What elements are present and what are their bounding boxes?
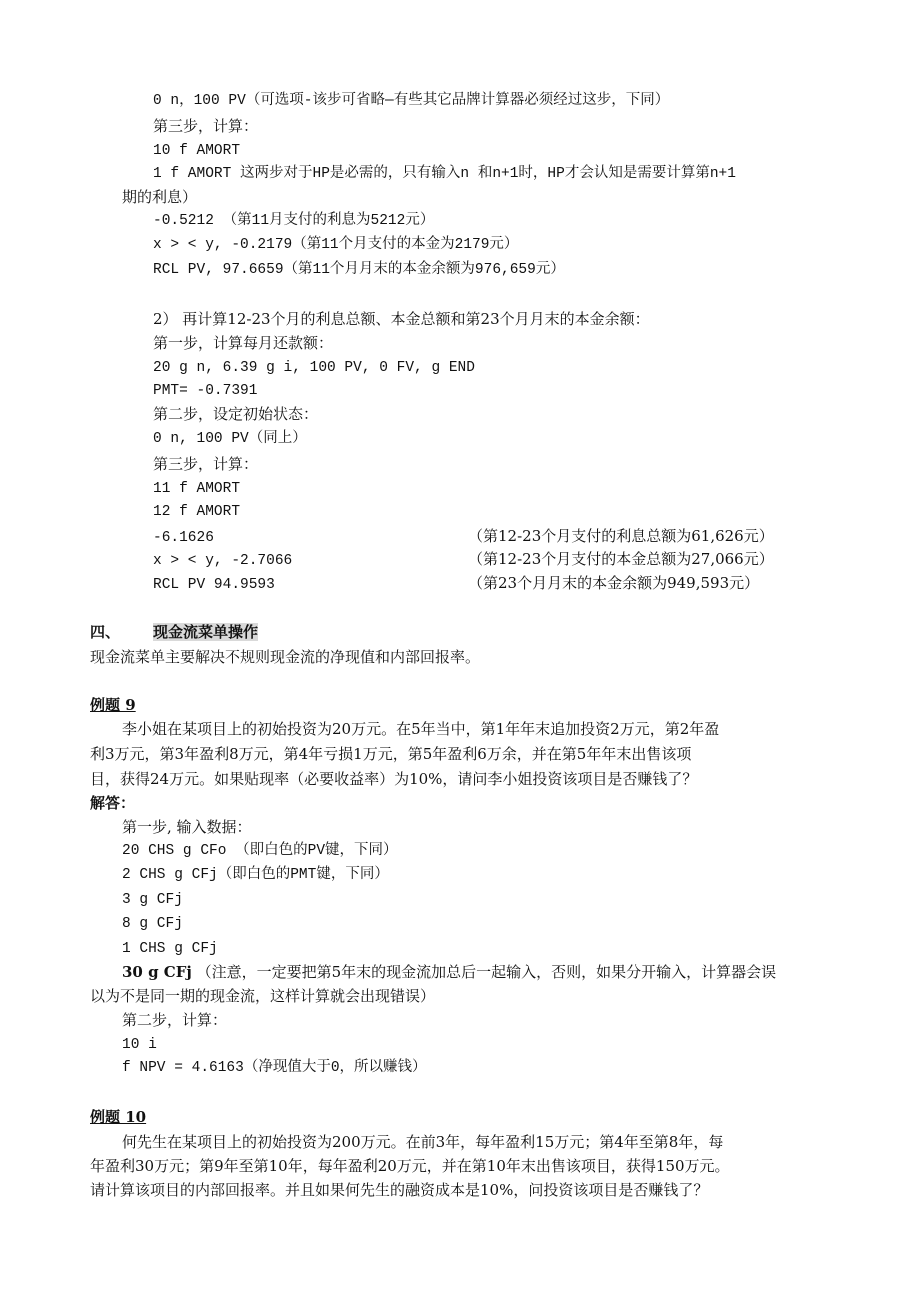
note: （注意，一定要把第5年末的现金流加总后一起输入，否则，如果分开输入，计算器会误 [196, 963, 777, 981]
result-note: （第12-23个月支付的利息总额为61,626元） [468, 527, 774, 545]
example-title: 例题 9 [90, 696, 136, 714]
step-heading: 第一步，计算每月还款额： [153, 334, 334, 352]
result-value: x > < y, -2.7066 [153, 553, 293, 569]
example-title: 例题 10 [90, 1108, 147, 1126]
result-value: -6.1626 [153, 530, 214, 546]
keystroke-bold: 30 g CFj [122, 963, 192, 981]
step-heading: 第一步, 输入数据： [122, 818, 252, 836]
section-number: 四、 [90, 623, 121, 641]
question-line: 李小姐在某项目上的初始投资为20万元。在5年当中，第1年年末追加投资2万元，第2年盈 [122, 720, 720, 738]
question-line: 何先生在某项目上的初始投资为200万元。在前3年，每年盈利15万元；第4年至第8年，每 [122, 1133, 724, 1151]
step-heading: 第三步，计算： [153, 117, 259, 135]
result-line: f NPV = 4.6163（净现值大于0，所以赚钱） [122, 1060, 427, 1076]
text-line: 期的利息） [122, 188, 198, 206]
step-heading: 第二步，设定初始状态： [153, 405, 319, 423]
keystroke-line: 11 f AMORT [153, 481, 241, 497]
keystroke-line: 8 g CFj [122, 916, 183, 932]
result-row [153, 550, 774, 569]
result-row [153, 527, 774, 546]
keystroke-line: 3 g CFj [122, 892, 183, 908]
step-heading: 第二步，计算： [122, 1011, 228, 1029]
result-row [153, 574, 760, 593]
keystroke-line: 0 n, 100 PV（同上） [153, 431, 307, 447]
keystroke-line: 20 CHS g CFo （即白色的PV键，下同） [122, 843, 398, 859]
section-description: 现金流菜单主要解决不规则现金流的净现值和内部回报率。 [90, 648, 481, 666]
result-note: （第12-23个月支付的本金总额为27,066元） [468, 550, 774, 568]
step-heading: 第三步，计算： [153, 455, 259, 473]
text-line: 1 f AMORT 这两步对于HP是必需的，只有输入n 和n+1时，HP才会认知是需要计算第n+1 [153, 166, 736, 182]
note-line: 以为不是同一期的现金流，这样计算就会出现错误） [90, 987, 436, 1005]
keystroke-note-line [122, 963, 776, 981]
question-line: 年盈利30万元；第9年至第10年，每年盈利20万元，并在第10年末出售该项目，获得150万元。 [90, 1157, 730, 1175]
result-line: x > < y, -0.2179（第11个月支付的本金为2179元） [153, 237, 519, 253]
keystroke-line: 2 CHS g CFj（即白色的PMT键，下同） [122, 867, 389, 883]
result-note: （第23个月月末的本金余额为949,593元） [468, 574, 760, 592]
result-line: RCL PV, 97.6659（第11个月月末的本金余额为976,659元） [153, 262, 565, 278]
keystroke-line: 1 CHS g CFj [122, 941, 218, 957]
keystroke-line: 10 i [122, 1037, 157, 1053]
question-line: 利3万元，第3年盈利8万元，第4年亏损1万元，第5年盈利6万余，并在第5年年末出售该项 [90, 745, 692, 763]
subsection-title: 2） 再计算12-23个月的利息总额、本金总额和第23个月月末的本金余额： [153, 310, 650, 328]
text-line: 0 n，100 PV（可选项-该步可省略—有些其它品牌计算器必须经过这步，下同） [153, 93, 670, 109]
keystroke-line: 12 f AMORT [153, 504, 241, 520]
result-line: PMT= -0.7391 [153, 383, 258, 399]
result-line: -0.5212 （第11月支付的利息为5212元） [153, 213, 435, 229]
question-line: 请计算该项目的内部回报率。并且如果何先生的融资成本是10%，问投资该项目是否赚钱了？ [90, 1181, 709, 1199]
section-title: 现金流菜单操作 [153, 623, 259, 641]
question-line: 目，获得24万元。如果贴现率（必要收益率）为10%，请问李小姐投资该项目是否赚钱了？ [90, 770, 698, 788]
result-value: RCL PV 94.9593 [153, 577, 275, 593]
keystroke-line: 10 f AMORT [153, 143, 241, 159]
keystroke-line: 20 g n, 6.39 g i, 100 PV, 0 FV, g END [153, 360, 475, 376]
answer-label: 解答： [90, 794, 136, 812]
